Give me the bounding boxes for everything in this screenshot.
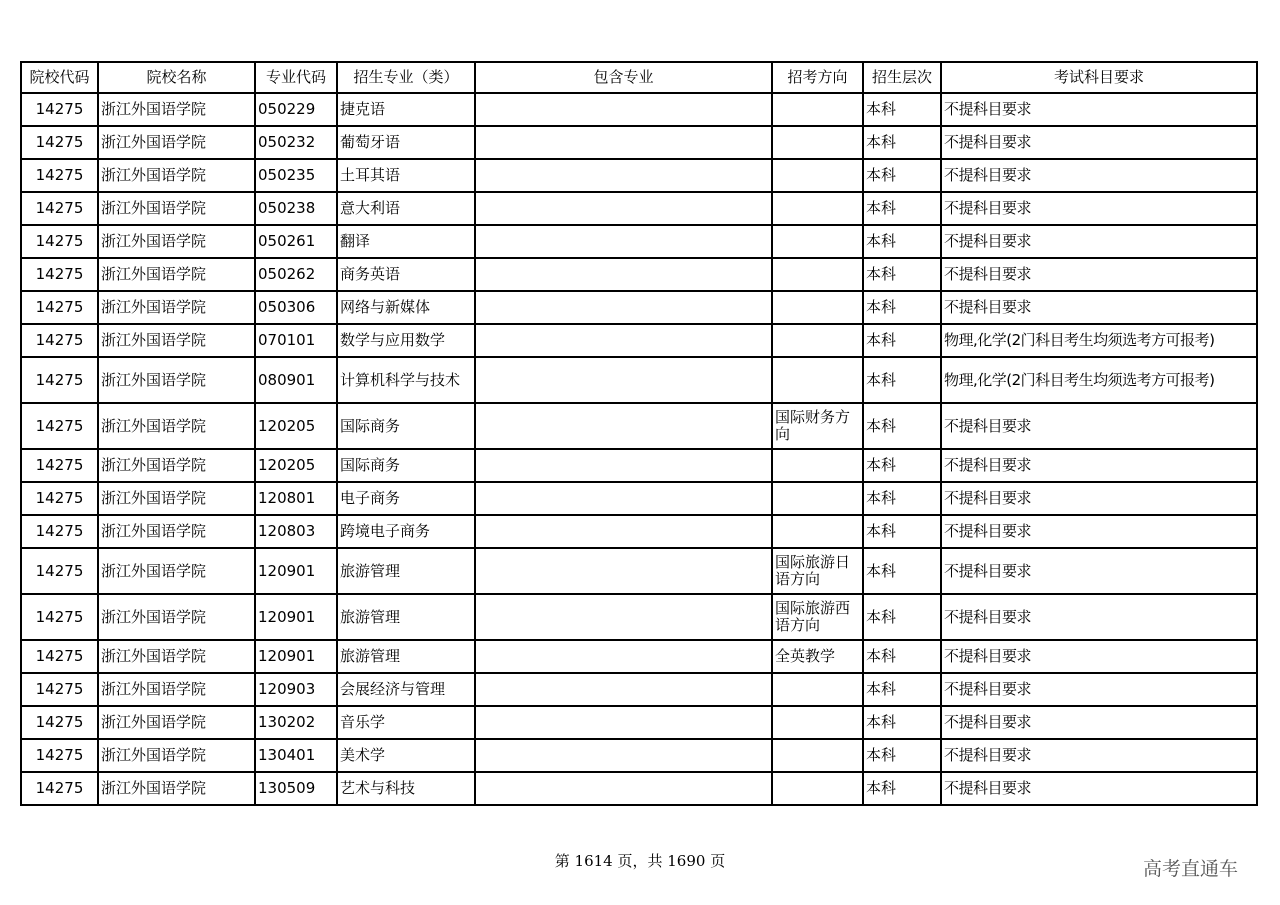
level-cell: 本科 [863, 548, 941, 594]
direction-cell: 国际财务方向 [772, 403, 863, 449]
major-cell: 旅游管理 [337, 548, 475, 594]
subject-requirement-cell: 不提科目要求 [941, 772, 1257, 805]
school-name-cell: 浙江外国语学院 [98, 739, 255, 772]
level-cell: 本科 [863, 673, 941, 706]
subject-requirement-cell: 不提科目要求 [941, 594, 1257, 640]
level-cell: 本科 [863, 357, 941, 403]
major-cell: 美术学 [337, 739, 475, 772]
included-majors-cell [475, 192, 772, 225]
major-code-cell: 120901 [255, 548, 337, 594]
school-code-cell: 14275 [21, 159, 98, 192]
direction-cell [772, 706, 863, 739]
table-row [21, 126, 1257, 159]
subject-requirement-cell: 物理,化学(2门科目考生均须选考方可报考) [941, 357, 1257, 403]
subject-requirement-cell: 不提科目要求 [941, 225, 1257, 258]
major-code-cell: 050235 [255, 159, 337, 192]
direction-cell [772, 291, 863, 324]
subject-requirement-cell: 不提科目要求 [941, 739, 1257, 772]
included-majors-cell [475, 258, 772, 291]
direction-cell [772, 515, 863, 548]
school-name-cell: 浙江外国语学院 [98, 706, 255, 739]
direction-cell: 全英教学 [772, 640, 863, 673]
major-code-cell: 050229 [255, 93, 337, 126]
level-cell: 本科 [863, 225, 941, 258]
table-row [21, 93, 1257, 126]
table-body [21, 93, 1257, 805]
header-school-code: 院校代码 [21, 62, 98, 93]
direction-cell [772, 673, 863, 706]
table-row [21, 594, 1257, 640]
table-row [21, 449, 1257, 482]
direction-cell [772, 126, 863, 159]
direction-cell [772, 93, 863, 126]
school-name-cell: 浙江外国语学院 [98, 159, 255, 192]
school-name-cell: 浙江外国语学院 [98, 640, 255, 673]
school-code-cell: 14275 [21, 706, 98, 739]
major-cell: 意大利语 [337, 192, 475, 225]
included-majors-cell [475, 673, 772, 706]
subject-requirement-cell: 不提科目要求 [941, 673, 1257, 706]
included-majors-cell [475, 159, 772, 192]
subject-requirement-cell: 不提科目要求 [941, 640, 1257, 673]
subject-requirement-cell: 不提科目要求 [941, 403, 1257, 449]
major-cell: 电子商务 [337, 482, 475, 515]
watermark: 高考直通车 [1143, 858, 1239, 880]
subject-requirement-cell: 不提科目要求 [941, 548, 1257, 594]
school-name-cell: 浙江外国语学院 [98, 594, 255, 640]
school-code-cell: 14275 [21, 93, 98, 126]
school-code-cell: 14275 [21, 126, 98, 159]
school-name-cell: 浙江外国语学院 [98, 548, 255, 594]
header-direction: 招考方向 [772, 62, 863, 93]
level-cell: 本科 [863, 640, 941, 673]
major-cell: 艺术与科技 [337, 772, 475, 805]
major-code-cell: 050306 [255, 291, 337, 324]
school-code-cell: 14275 [21, 192, 98, 225]
major-code-cell: 050238 [255, 192, 337, 225]
major-code-cell: 050232 [255, 126, 337, 159]
direction-cell [772, 357, 863, 403]
major-cell: 网络与新媒体 [337, 291, 475, 324]
direction-cell [772, 482, 863, 515]
table-row [21, 739, 1257, 772]
major-code-cell: 120801 [255, 482, 337, 515]
school-code-cell: 14275 [21, 673, 98, 706]
table-row [21, 706, 1257, 739]
school-name-cell: 浙江外国语学院 [98, 449, 255, 482]
level-cell: 本科 [863, 192, 941, 225]
included-majors-cell [475, 515, 772, 548]
school-code-cell: 14275 [21, 640, 98, 673]
direction-cell [772, 159, 863, 192]
school-name-cell: 浙江外国语学院 [98, 772, 255, 805]
major-cell: 商务英语 [337, 258, 475, 291]
included-majors-cell [475, 225, 772, 258]
level-cell: 本科 [863, 403, 941, 449]
school-name-cell: 浙江外国语学院 [98, 482, 255, 515]
subject-requirement-cell: 不提科目要求 [941, 159, 1257, 192]
subject-requirement-cell: 不提科目要求 [941, 449, 1257, 482]
school-code-cell: 14275 [21, 258, 98, 291]
school-name-cell: 浙江外国语学院 [98, 258, 255, 291]
school-code-cell: 14275 [21, 403, 98, 449]
major-cell: 跨境电子商务 [337, 515, 475, 548]
header-major-code: 专业代码 [255, 62, 337, 93]
major-code-cell: 070101 [255, 324, 337, 357]
subject-requirement-cell: 不提科目要求 [941, 515, 1257, 548]
direction-cell [772, 258, 863, 291]
major-cell: 会展经济与管理 [337, 673, 475, 706]
table-row [21, 515, 1257, 548]
included-majors-cell [475, 706, 772, 739]
level-cell: 本科 [863, 515, 941, 548]
school-name-cell: 浙江外国语学院 [98, 324, 255, 357]
level-cell: 本科 [863, 126, 941, 159]
school-name-cell: 浙江外国语学院 [98, 192, 255, 225]
subject-requirement-cell: 不提科目要求 [941, 192, 1257, 225]
header-subject-requirement: 考试科目要求 [941, 62, 1257, 93]
school-name-cell: 浙江外国语学院 [98, 403, 255, 449]
major-cell: 翻译 [337, 225, 475, 258]
direction-cell [772, 225, 863, 258]
major-code-cell: 050261 [255, 225, 337, 258]
table-row [21, 403, 1257, 449]
subject-requirement-cell: 不提科目要求 [941, 126, 1257, 159]
header-level: 招生层次 [863, 62, 941, 93]
school-name-cell: 浙江外国语学院 [98, 291, 255, 324]
major-cell: 计算机科学与技术 [337, 357, 475, 403]
school-name-cell: 浙江外国语学院 [98, 515, 255, 548]
level-cell: 本科 [863, 739, 941, 772]
subject-requirement-cell: 不提科目要求 [941, 93, 1257, 126]
major-code-cell: 050262 [255, 258, 337, 291]
table-row [21, 225, 1257, 258]
level-cell: 本科 [863, 258, 941, 291]
included-majors-cell [475, 357, 772, 403]
table-header-row [21, 62, 1257, 93]
school-code-cell: 14275 [21, 324, 98, 357]
header-school-name: 院校名称 [98, 62, 255, 93]
table-row [21, 772, 1257, 805]
school-code-cell: 14275 [21, 772, 98, 805]
level-cell: 本科 [863, 772, 941, 805]
level-cell: 本科 [863, 706, 941, 739]
direction-cell [772, 192, 863, 225]
table-row [21, 324, 1257, 357]
direction-cell [772, 449, 863, 482]
major-cell: 国际商务 [337, 449, 475, 482]
major-cell: 旅游管理 [337, 640, 475, 673]
school-name-cell: 浙江外国语学院 [98, 357, 255, 403]
major-code-cell: 120205 [255, 403, 337, 449]
table-row [21, 357, 1257, 403]
direction-cell: 国际旅游西语方向 [772, 594, 863, 640]
school-code-cell: 14275 [21, 515, 98, 548]
school-code-cell: 14275 [21, 739, 98, 772]
header-major: 招生专业（类） [337, 62, 475, 93]
major-code-cell: 130509 [255, 772, 337, 805]
school-code-cell: 14275 [21, 594, 98, 640]
major-cell: 音乐学 [337, 706, 475, 739]
level-cell: 本科 [863, 449, 941, 482]
included-majors-cell [475, 594, 772, 640]
included-majors-cell [475, 291, 772, 324]
school-name-cell: 浙江外国语学院 [98, 126, 255, 159]
included-majors-cell [475, 482, 772, 515]
included-majors-cell [475, 772, 772, 805]
major-cell: 土耳其语 [337, 159, 475, 192]
included-majors-cell [475, 324, 772, 357]
included-majors-cell [475, 449, 772, 482]
direction-cell: 国际旅游日语方向 [772, 548, 863, 594]
subject-requirement-cell: 不提科目要求 [941, 258, 1257, 291]
table-row [21, 291, 1257, 324]
admissions-table [20, 61, 1258, 806]
major-code-cell: 120901 [255, 640, 337, 673]
school-name-cell: 浙江外国语学院 [98, 93, 255, 126]
major-code-cell: 120205 [255, 449, 337, 482]
level-cell: 本科 [863, 159, 941, 192]
table-row [21, 548, 1257, 594]
direction-cell [772, 739, 863, 772]
included-majors-cell [475, 640, 772, 673]
level-cell: 本科 [863, 291, 941, 324]
table-row [21, 673, 1257, 706]
level-cell: 本科 [863, 594, 941, 640]
major-cell: 旅游管理 [337, 594, 475, 640]
major-code-cell: 080901 [255, 357, 337, 403]
table-row [21, 192, 1257, 225]
major-cell: 葡萄牙语 [337, 126, 475, 159]
school-code-cell: 14275 [21, 357, 98, 403]
school-code-cell: 14275 [21, 449, 98, 482]
page-number: 第 1614 页，共 1690 页 [554, 852, 726, 870]
included-majors-cell [475, 548, 772, 594]
subject-requirement-cell: 物理,化学(2门科目考生均须选考方可报考) [941, 324, 1257, 357]
major-code-cell: 130202 [255, 706, 337, 739]
subject-requirement-cell: 不提科目要求 [941, 482, 1257, 515]
subject-requirement-cell: 不提科目要求 [941, 706, 1257, 739]
direction-cell [772, 324, 863, 357]
level-cell: 本科 [863, 93, 941, 126]
school-name-cell: 浙江外国语学院 [98, 225, 255, 258]
subject-requirement-cell: 不提科目要求 [941, 291, 1257, 324]
included-majors-cell [475, 126, 772, 159]
major-code-cell: 130401 [255, 739, 337, 772]
school-code-cell: 14275 [21, 482, 98, 515]
direction-cell [772, 772, 863, 805]
major-cell: 捷克语 [337, 93, 475, 126]
table-row [21, 482, 1257, 515]
major-code-cell: 120903 [255, 673, 337, 706]
major-cell: 数学与应用数学 [337, 324, 475, 357]
major-code-cell: 120803 [255, 515, 337, 548]
included-majors-cell [475, 739, 772, 772]
school-name-cell: 浙江外国语学院 [98, 673, 255, 706]
included-majors-cell [475, 93, 772, 126]
table-row [21, 258, 1257, 291]
school-code-cell: 14275 [21, 291, 98, 324]
table-row [21, 640, 1257, 673]
header-included-majors: 包含专业 [475, 62, 772, 93]
school-code-cell: 14275 [21, 225, 98, 258]
level-cell: 本科 [863, 482, 941, 515]
school-code-cell: 14275 [21, 548, 98, 594]
major-code-cell: 120901 [255, 594, 337, 640]
table-row [21, 159, 1257, 192]
included-majors-cell [475, 403, 772, 449]
major-cell: 国际商务 [337, 403, 475, 449]
level-cell: 本科 [863, 324, 941, 357]
